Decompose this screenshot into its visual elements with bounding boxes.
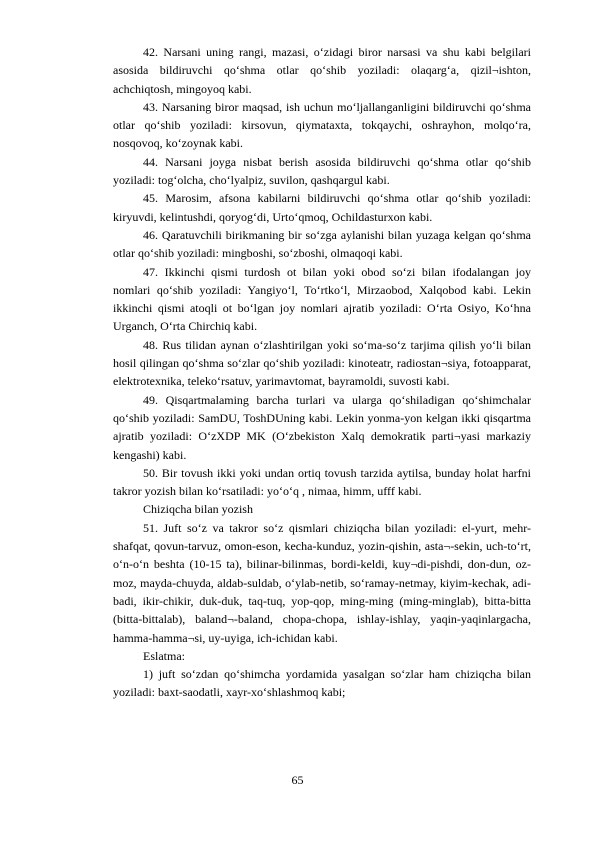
note-item-1: 1) juft so‘zdan qo‘shimcha yordamida yasalgan so‘zlar ham chiziqcha bilan yoziladi: baxt-saodatli, xayr-xo‘shlashmoq kabi; — [113, 667, 531, 700]
paragraph-rule-49: 49. Qisqartmalaming barcha turlari va ularga qo‘shiladigan qo‘shimchalar qo‘shib yoziladi: SamDU, ToshDUning kabi. Lekin yonma-yon kelgan ikki qisqartma ajratib yoziladi: O‘zXDP MK (O‘zbekiston Xalq demokratik parti¬yasi markaziy kengashi) kabi. — [113, 392, 531, 462]
section-heading: Chiziqcha bilan yozish — [143, 502, 253, 517]
note-heading: Eslatma: — [143, 648, 185, 663]
paragraph-rule-50: 50. Bir tovush ikki yoki undan ortiq tovush tarzida aytilsa, bunday holat harfni takror yozish bilan ko‘rsatiladi: yo‘o‘q , nimaa, himm, ufff kabi. — [113, 465, 531, 499]
paragraph-rule-48: 48. Rus tilidan aynan o‘zlashtirilgan yoki so‘ma-so‘z tarjima qilish yo‘li bilan hosil qilingan qo‘shma so‘zlar qo‘shib yoziladi: kinoteatr, radiostan¬siya, fotoapparat, elektrotexnika, teleko‘rsatuv, yarimavtomat, bayramoldi, suvosti kabi. — [113, 337, 531, 389]
page-number: 65 — [291, 773, 304, 787]
paragraph-rule-43: 43. Narsaning biror maqsad, ish uchun mo‘ljallanganligini bildiruvchi qo‘shma otlar qo‘shib yoziladi: kirsovun, qiymataxta, tokqaychi, oshrayhon, molqo‘ra, nosqovoq, ko‘zoynak kabi. — [113, 99, 531, 151]
paragraph-rule-51: 51. Juft so‘z va takror so‘z qismlari chiziqcha bilan yoziladi: el-yurt, mehr-shafqat, qovun-tarvuz, omon-eson, kecha-kunduz, yozin-qishin, asta¬-sekin, uch-to‘rt, o‘n-o‘n beshta (10-15 ta), bilinar-bilinmas, bordi-keldi, kuy¬di-pishdi, don-dun, oz-moz, mayda-chuyda, aldab-suldab, o‘ylab-netib, so‘ramay-netmay, kiyim-kechak, adi-badi, ikir-chikir, duk-duk, taq-tuq, yop-qop, ming-ming (ming-minglab), bitta-bitta (bitta-bittalab), baland¬-baland, chopa-chopa, ishlay-ishlay, yaqin-yaqinlargacha, hamma-hamma¬si, uy-uyiga, ich-ichidan kabi. — [113, 520, 531, 645]
paragraph-rule-45: 45. Marosim, afsona kabilarni bildiruvchi qo‘shma otlar qo‘shib yoziladi: kiryuvdi, kelintushdi, qoryog‘di, Urto‘qmoq, Ochildasturxon kabi. — [113, 191, 531, 224]
paragraph-rule-47: 47. Ikkinchi qismi turdosh ot bilan yoki obod so‘zi bilan ifodalangan joy nomlari qo‘shib yoziladi: Yangiyo‘l, To‘rtko‘l, Mirzaobod, Xalqobod kabi. Lekin ikkinchi qismi atoqli ot bo‘lgan joy nomlari ajratib yoziladi: O‘rta Osiyo, Ko‘hna Urganch, O‘rta Chirchiq kabi. — [113, 264, 531, 334]
paragraph-rule-46: 46. Qaratuvchili birikmaning bir so‘zga aylanishi bilan yuzaga kelgan qo‘shma otlar qo‘shib yoziladi: mingboshi, so‘zboshi, olmaqoqi kabi. — [113, 227, 531, 261]
paragraph-rule-42: 42. Narsani uning rangi, mazasi, o‘zidagi biror narsasi va shu kabi belgilari asosida bildiruvchi qo‘shma otlar qo‘shib yoziladi: olaqarg‘a, qizil¬ishton, achchiqtosh, mingoyoq kabi. — [113, 45, 531, 96]
paragraph-rule-44: 44. Narsani joyga nisbat berish asosida bildiruvchi qo‘shma otlar qo‘shib yoziladi: tog‘olcha, cho‘lyalpiz, suvilon, qashqargul kabi. — [113, 154, 531, 188]
page-body — [113, 43, 531, 702]
